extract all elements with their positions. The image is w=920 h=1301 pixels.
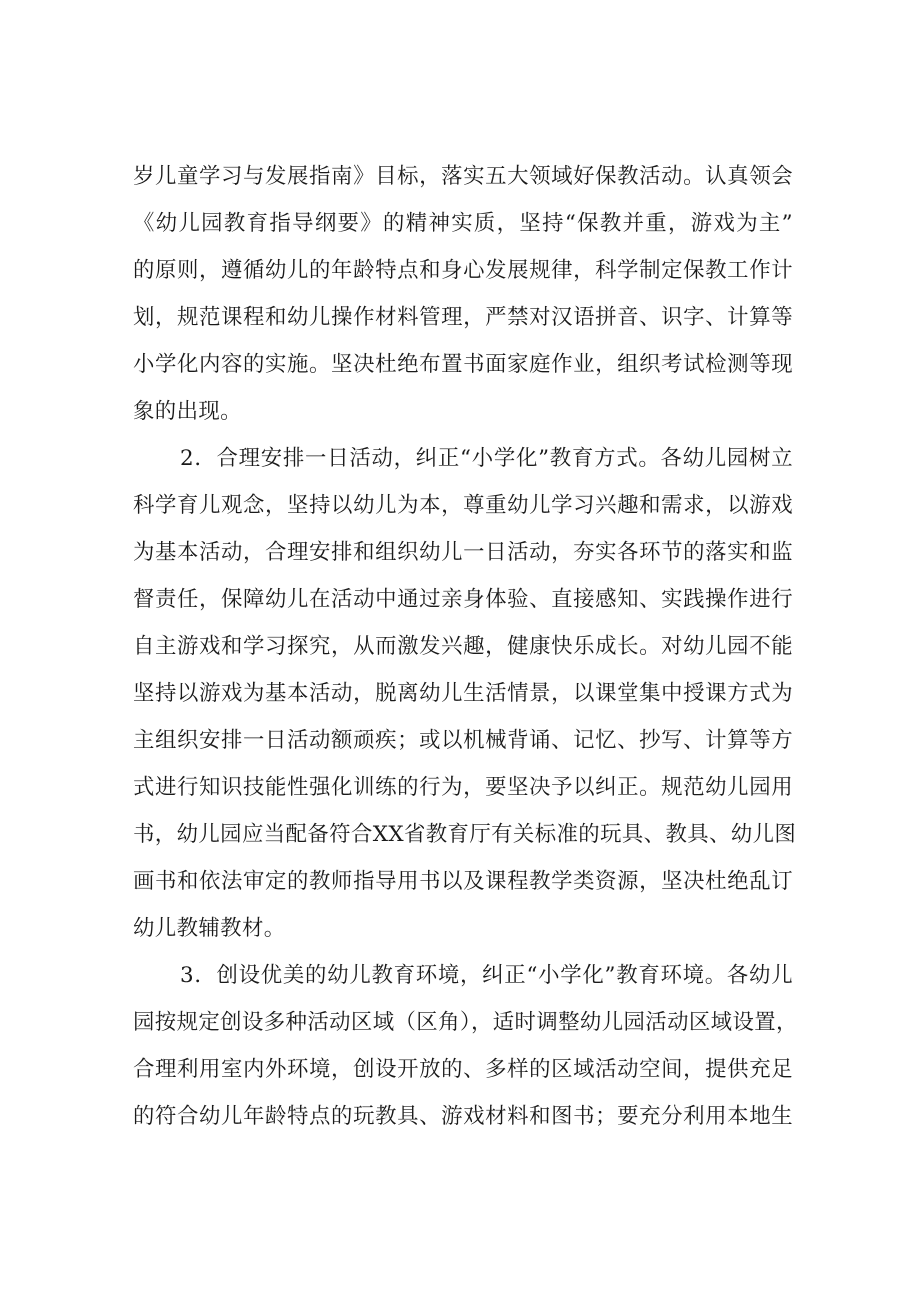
paragraph-line: 的原则，遵循幼儿的年龄特点和身心发展规律，科学制定保教工作计 [133, 258, 793, 283]
paragraph-line: 为基本活动，合理安排和组织幼儿一日活动，夯实各环节的落实和监 [133, 540, 793, 565]
paragraph-line: 幼儿教辅教材。 [133, 916, 286, 941]
paragraph-line: 小学化内容的实施。坚决杜绝布置书面家庭作业，组织考试检测等现 [133, 352, 793, 377]
paragraph-line: 岁儿童学习与发展指南》目标，落实五大领域好保教活动。认真领会 [133, 164, 793, 189]
paragraph-line: 自主游戏和学习探究，从而激发兴趣，健康快乐成长。对幼儿园不能 [133, 634, 793, 659]
paragraph-line: 《幼儿园教育指导纲要》的精神实质，坚持“保教并重，游戏为主” [133, 211, 793, 236]
paragraph-line: 划，规范课程和幼儿操作材料管理，严禁对汉语拼音、识字、计算等 [133, 305, 793, 330]
paragraph-line: 书，幼儿园应当配备符合XX省教育厅有关标准的玩具、教具、幼儿图 [133, 822, 797, 847]
paragraph-line: 督责任，保障幼儿在活动中通过亲身体验、直接感知、实践操作进行 [133, 587, 793, 612]
paragraph-line: 科学育儿观念，坚持以幼儿为本，尊重幼儿学习兴趣和需求，以游戏 [133, 493, 793, 518]
paragraph-line: 园按规定创设多种活动区域（区角），适时调整幼儿园活动区域设置， [133, 1010, 798, 1035]
paragraph-line: 的符合幼儿年龄特点的玩教具、游戏材料和图书；要充分利用本地生 [133, 1104, 793, 1129]
paragraph-first-line: 2．合理安排一日活动，纠正“小学化”教育方式。各幼儿园树立 [180, 446, 793, 471]
paragraph-line: 象的出现。 [133, 399, 242, 424]
paragraph-line: 合理利用室内外环境，创设开放的、多样的区域活动空间，提供充足 [133, 1057, 793, 1082]
paragraph-line: 主组织安排一日活动额顽疾；或以机械背诵、记忆、抄写、计算等方 [133, 728, 793, 753]
paragraph-first-line: 3．创设优美的幼儿教育环境，纠正“小学化”教育环境。各幼儿 [180, 963, 793, 988]
paragraph-line: 式进行知识技能性强化训练的行为，要坚决予以纠正。规范幼儿园用 [133, 775, 793, 800]
paragraph-line: 画书和依法审定的教师指导用书以及课程教学类资源，坚决杜绝乱订 [133, 869, 793, 894]
paragraph-line: 坚持以游戏为基本活动，脱离幼儿生活情景，以课堂集中授课方式为 [133, 681, 793, 706]
